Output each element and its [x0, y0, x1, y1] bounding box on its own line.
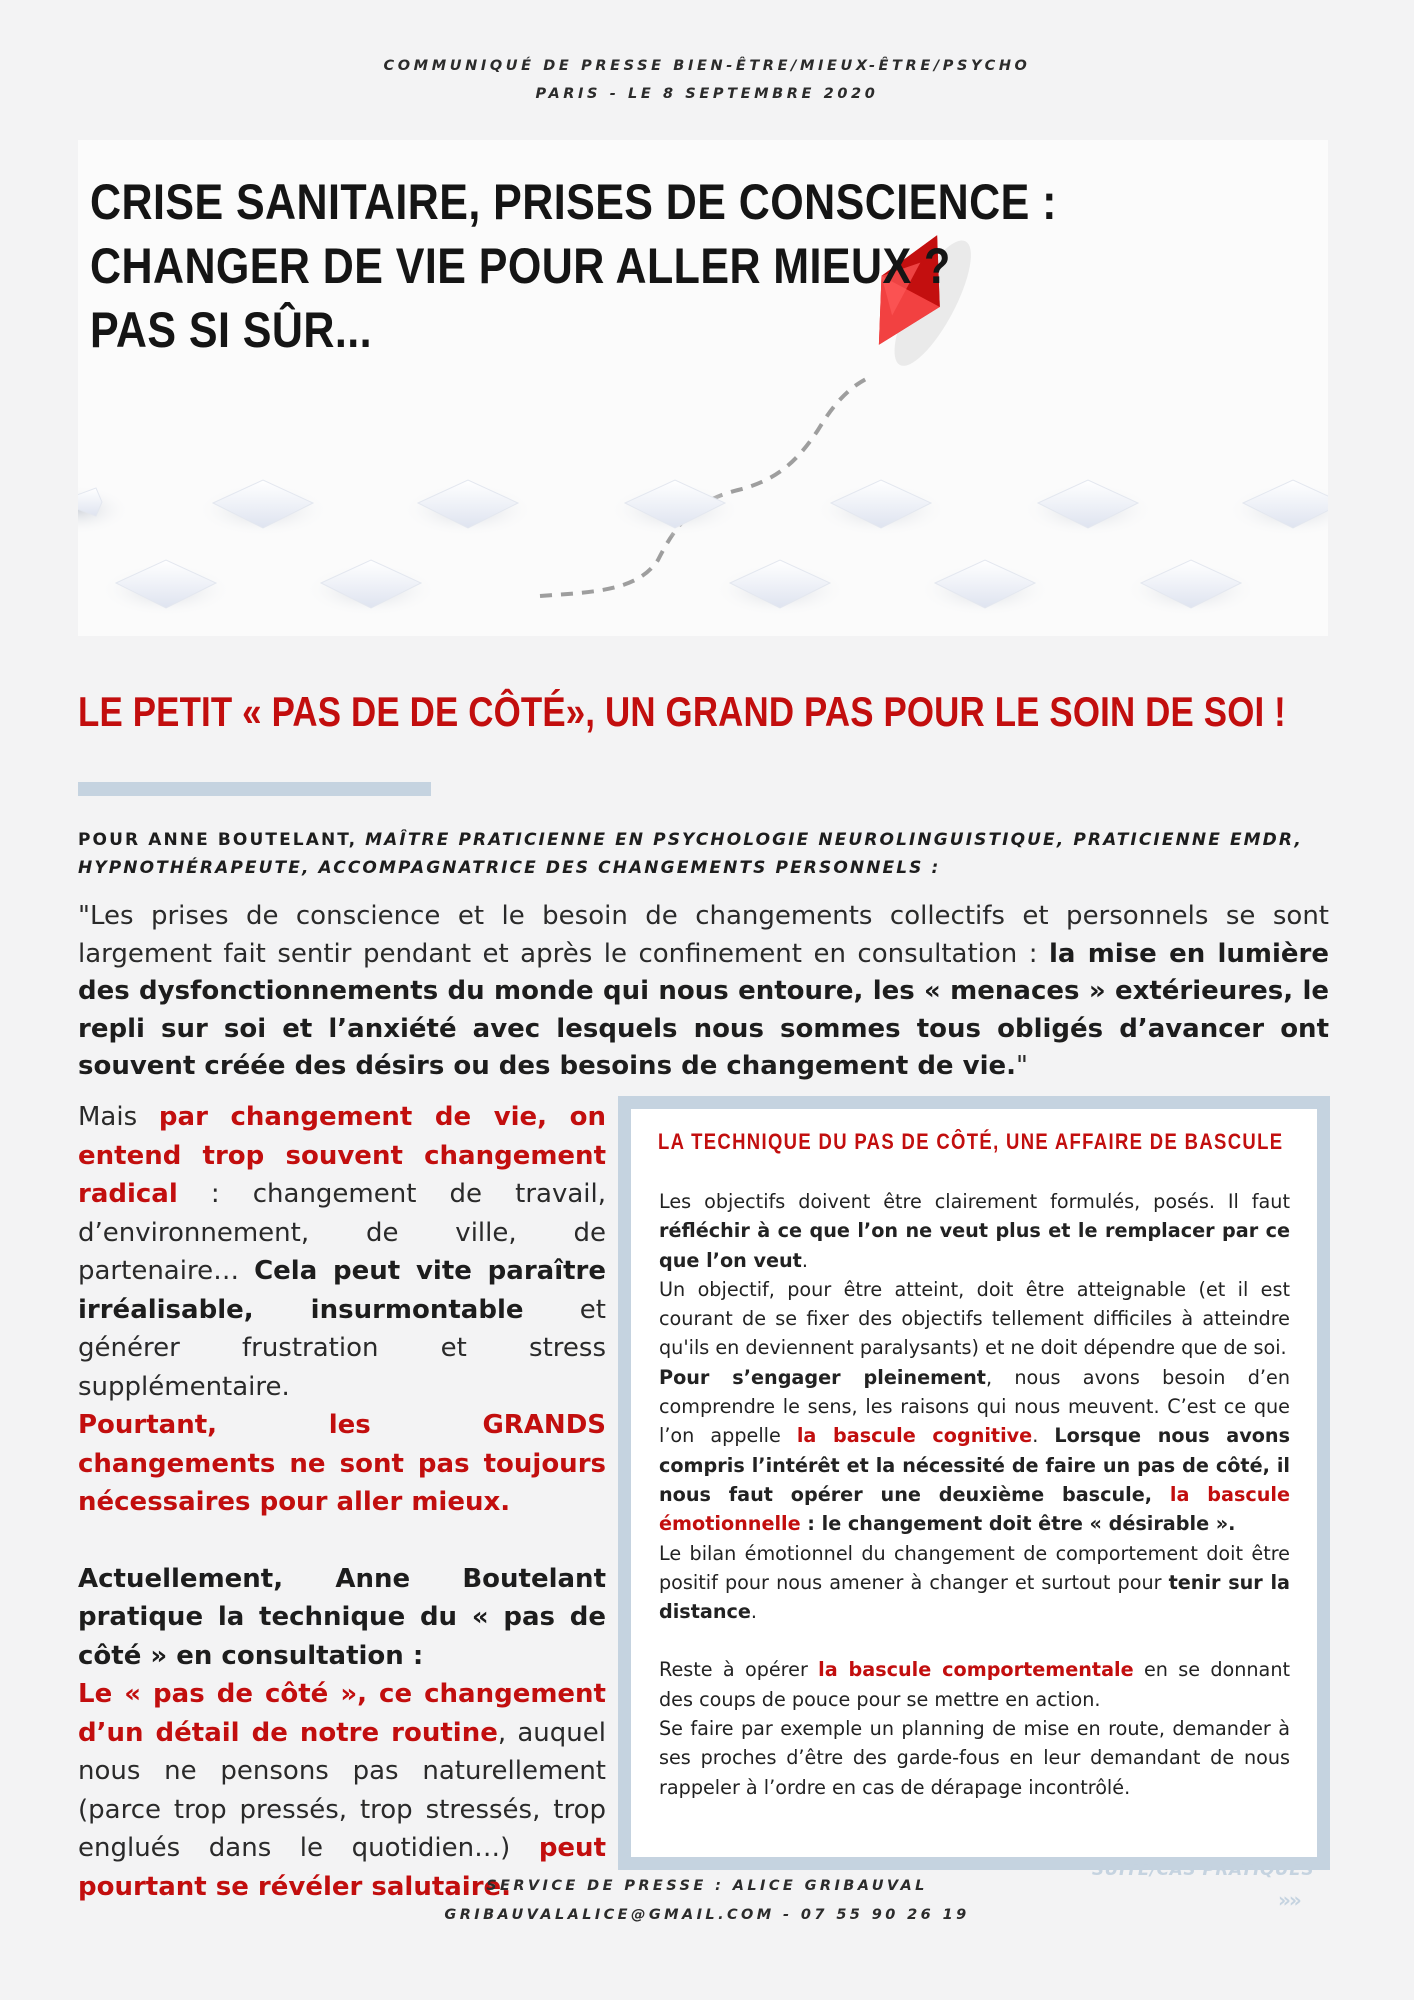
spacer [78, 1522, 606, 1560]
quote-bold: la mise en lumière des dysfonctionnements du monde qui nous entoure, les « menaces » extérieures, le repli sur soi et l’anxiété avec lesquels nous sommes tous obligés d’avancer ont souvent créée des désirs ou des besoins de changement de vie. [78, 938, 1329, 1081]
text: Les objectifs doivent être clairement formulés, posés. Il faut [659, 1190, 1290, 1213]
highlight-red: par changement de vie, on entend trop souvent changement radical [78, 1102, 606, 1209]
spacer [659, 1626, 1290, 1655]
technique-box [618, 1096, 1330, 1870]
press-contact: GRIBAUVALALICE@GMAIL.COM - 07 55 90 26 19 [444, 1907, 970, 1923]
paragraph-technique-intro: Actuellement, Anne Boutelant pratique la technique du « pas de côté » en consultation : [78, 1563, 606, 1671]
author-name: POUR ANNE BOUTELANT, [78, 830, 366, 850]
white-boats-row-2 [96, 560, 1261, 618]
highlight-red: peut pourtant se révéler salutaire. [78, 1833, 606, 1902]
highlight-red: la bascule comportementale [818, 1658, 1134, 1682]
text: . [801, 1248, 808, 1272]
press-release-header [0, 52, 1414, 108]
paragraph-big-changes: Pourtant, les GRANDS changements ne sont pas toujours nécessaires pour aller mieux. [78, 1410, 606, 1517]
section-subtitle: LE PETIT « PAS DE DE CÔTÉ», UN GRAND PAS POUR LE SOIN DE SOI ! [78, 688, 1286, 735]
box-paragraph-objectives [659, 1187, 1290, 1275]
next-page-link[interactable]: SUITE/CAS PRATIQUES [1091, 1860, 1315, 1880]
box-paragraph-achievable: Un objectif, pour être atteint, doit être atteignable (et il est courant de se fixer des objectifs tellement difficiles à atteindre qu'ils en deviennent paralysants) et ne doit dépendre que de soi. [659, 1277, 1290, 1360]
hero-banner [78, 140, 1328, 636]
hero-title [90, 170, 1057, 362]
text: Le bilan émotionnel du changement de comportement doit être positif pour nous amener à changer et surtout pour [659, 1541, 1290, 1594]
text: . [750, 1600, 758, 1624]
highlight-red: la bascule émotionnelle [659, 1482, 1290, 1536]
white-boats-row-1 [78, 480, 1328, 538]
text: Mais [78, 1102, 159, 1132]
text: , nous avons besoin d’en comprendre le sens, les raisons qui nous meuvent. C’est ce que l’on appelle [659, 1365, 1290, 1448]
divider-bar [78, 782, 431, 796]
author-quote [78, 898, 1329, 1086]
text: , auquel nous ne pensons pas naturellement (parce trop pressés, trop stressés, trop englués dans le quotidien…) [78, 1717, 606, 1863]
quote-end: " [1016, 1051, 1028, 1081]
text: et générer frustration et stress supplémentaire. [78, 1294, 606, 1402]
next-arrows-icon[interactable]: »» [1278, 1888, 1300, 1912]
text: en se donnant des coups de pouce pour se mettre en action. [659, 1658, 1291, 1711]
text: Reste à opérer [659, 1658, 819, 1682]
press-release-type: COMMUNIQUÉ DE PRESSE BIEN-ÊTRE/MIEUX-ÊTRE/PSYCHO [383, 58, 1031, 74]
press-release-date: PARIS - LE 8 SEPTEMBRE 2020 [535, 86, 879, 102]
box-title: LA TECHNIQUE DU PAS DE CÔTÉ, UNE AFFAIRE DE BASCULE [658, 1129, 1284, 1154]
quote-plain: "Les prises de conscience et le besoin de changements collectifs et personnels se sont largement fait sentir pendant et après le confinement en consultation : [78, 901, 1329, 969]
highlight-red: la bascule cognitive [796, 1424, 1033, 1448]
box-text [659, 1187, 1290, 1802]
highlight-bold: Pour s’engager pleinement [659, 1365, 986, 1389]
press-service: SERVICE DE PRESSE : ALICE GRIBAUVAL [486, 1878, 928, 1894]
highlight-bold: Cela peut vite paraître irréalisable, insurmontable [78, 1256, 606, 1325]
highlight-bold: Lorsque nous avons compris l’intérêt et la nécessité de faire un pas de côté, il nous faut opérer une deuxième bascule, [659, 1424, 1291, 1506]
highlight-bold: tenir sur la distance [659, 1570, 1290, 1624]
highlight-bold: réfléchir à ce que l’on ne veut plus et le remplacer par ce que l’on veut [659, 1219, 1290, 1272]
press-contact-footer [0, 1872, 1414, 1930]
left-column-text [78, 1098, 606, 1906]
paragraph-radical-change [78, 1098, 606, 1406]
hero-title-line-1: CRISE SANITAIRE, PRISES DE CONSCIENCE : [90, 174, 1057, 230]
author-intro [78, 826, 1334, 882]
highlight-bold: : le changement doit être « désirable ». [800, 1512, 1236, 1536]
hero-title-line-2: CHANGER DE VIE POUR ALLER MIEUX ? [90, 238, 951, 294]
text: . [1032, 1424, 1055, 1448]
box-paragraph-emotional [659, 1539, 1290, 1627]
hero-title-line-3: PAS SI SÛR... [90, 302, 372, 358]
box-paragraph-planning: Se faire par exemple un planning de mise en route, demander à ses proches d’être des garde-fous en leur demandant de nous rappeler à l’ordre en cas de dérapage incontrôlé. [659, 1717, 1290, 1799]
author-role: MAÎTRE PRATICIENNE EN PSYCHOLOGIE NEUROLINGUISTIQUE, PRATICIENNE EMDR, HYPNOTHÉRAPEUTE, ACCOMPAGNATRICE DES CHANGEMENTS PERSONNELS : [78, 830, 1303, 878]
box-paragraph-behavioral [659, 1655, 1290, 1714]
box-paragraph-bascules [659, 1363, 1290, 1539]
highlight-red: Le « pas de côté », ce changement d’un détail de notre routine [78, 1679, 606, 1748]
text: : changement de travail, d’environnement, de ville, de partenaire… [78, 1179, 606, 1286]
